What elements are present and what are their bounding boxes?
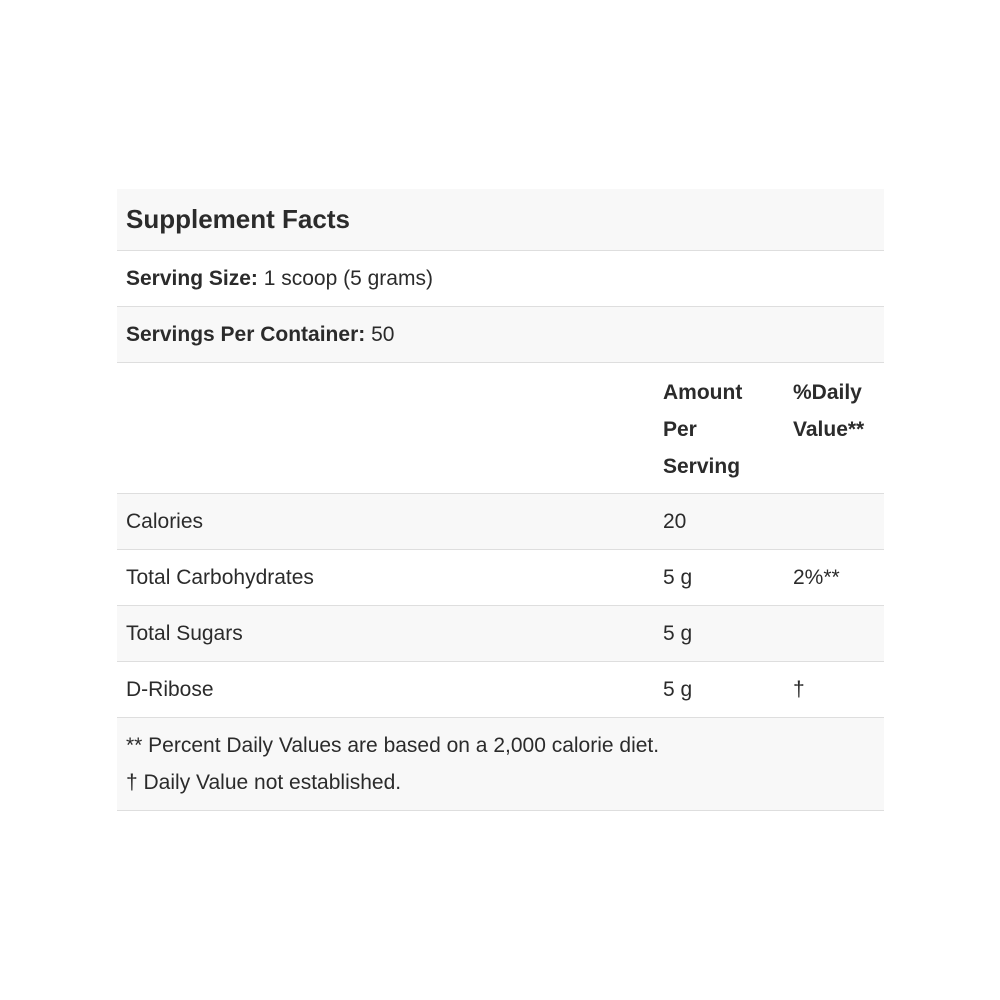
- header-name-cell: [117, 363, 654, 493]
- nutrient-amount: 5 g: [663, 678, 693, 701]
- header-daily-value-cell: [784, 363, 884, 493]
- table-row: [117, 662, 884, 718]
- servings-per-container-row: [117, 307, 884, 363]
- nutrient-name: D-Ribose: [126, 678, 214, 701]
- servings-per-container-label: Servings Per Container:: [126, 323, 366, 346]
- header-daily-value-word: Value**: [793, 418, 865, 441]
- nutrient-daily-value: 2%**: [793, 566, 840, 589]
- supplement-facts-panel: [117, 189, 884, 811]
- column-header-row: [117, 363, 884, 494]
- panel-title: Supplement Facts: [126, 204, 350, 234]
- nutrient-daily-value: †: [793, 678, 805, 701]
- header-amount-word: Serving: [663, 455, 741, 478]
- nutrient-amount: 5 g: [663, 622, 693, 645]
- title-row: [117, 189, 884, 251]
- serving-size-row: [117, 251, 884, 307]
- serving-size-label: Serving Size:: [126, 267, 258, 290]
- header-amount-word: Per: [663, 418, 697, 441]
- header-daily-value-word: %Daily: [793, 381, 862, 404]
- header-amount-cell: [654, 363, 784, 493]
- nutrient-name: Total Carbohydrates: [126, 566, 314, 589]
- nutrient-name: Total Sugars: [126, 622, 243, 645]
- nutrient-daily-value: [784, 494, 884, 549]
- footnote: ** Percent Daily Values are based on a 2,000 calorie diet.: [126, 734, 660, 757]
- header-amount-word: Amount: [663, 381, 743, 404]
- table-row: [117, 606, 884, 662]
- nutrient-name: Calories: [126, 510, 204, 533]
- serving-size-value: 1 scoop (5 grams): [263, 267, 433, 290]
- table-row: [117, 494, 884, 550]
- nutrient-amount: 5 g: [663, 566, 693, 589]
- servings-per-container-value: 50: [371, 323, 395, 346]
- nutrient-amount: 20: [663, 510, 687, 533]
- nutrient-daily-value: [784, 606, 884, 661]
- footnote: † Daily Value not established.: [126, 771, 402, 794]
- footnotes-row: [117, 718, 884, 811]
- table-row: [117, 550, 884, 606]
